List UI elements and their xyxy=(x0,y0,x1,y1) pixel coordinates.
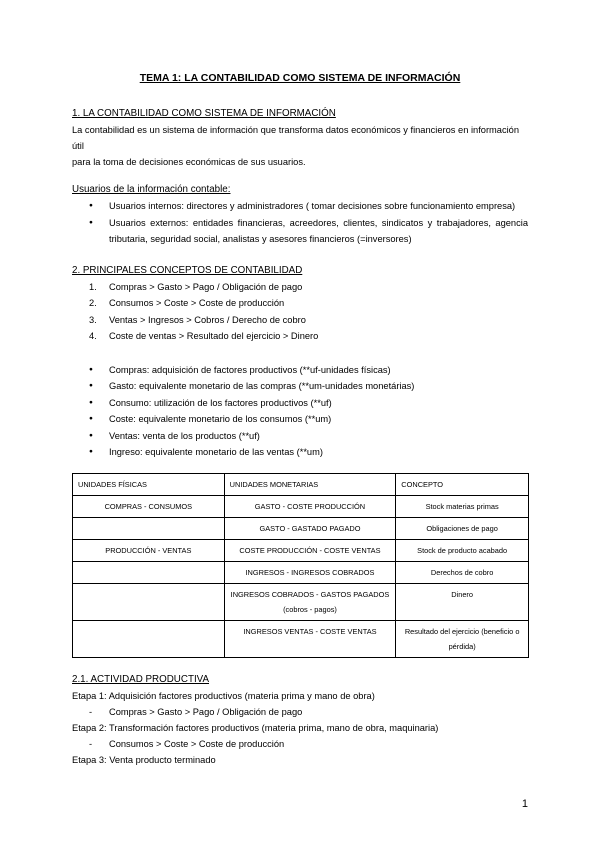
table-cell xyxy=(73,517,225,539)
stage-2: Etapa 2: Transformación factores productivos (materia prima, mano de obra, maquinaria) xyxy=(72,722,439,733)
table-cell: Derechos de cobro xyxy=(396,561,529,583)
list-item: ● Usuarios internos: directores y administradores ( tomar decisiones sobre funcionamiento empresa) xyxy=(72,198,528,215)
table-row xyxy=(73,583,529,620)
list-item: ● Gasto: equivalente monetario de las compras (**um-unidades monetárias) xyxy=(72,378,528,395)
numbered-list xyxy=(72,279,528,345)
table-cell: Stock de producto acabado xyxy=(396,539,529,561)
table-cell: Resultado del ejercicio (beneficio o pérdida) xyxy=(396,620,529,657)
table-cell: GASTO - GASTADO PAGADO xyxy=(224,517,396,539)
section-2-heading: 2. PRINCIPALES CONCEPTOS DE CONTABILIDAD xyxy=(72,264,303,276)
units-table xyxy=(72,473,529,658)
list-item: 3. Ventas > Ingresos > Cobros / Derecho de cobro xyxy=(89,314,306,325)
list-item: 4. Coste de ventas > Resultado del ejercicio > Dinero xyxy=(89,331,319,342)
table-header-row xyxy=(73,473,529,495)
table-cell: Stock materias primas xyxy=(396,495,529,517)
table-cell xyxy=(73,620,225,657)
table-header-cell: UNIDADES FÍSICAS xyxy=(73,473,225,495)
users-list xyxy=(72,198,528,248)
table-cell: INGRESOS VENTAS - COSTE VENTAS xyxy=(224,620,396,657)
stage-1: Etapa 1: Adquisición factores productivos (materia prima y mano de obra) xyxy=(72,690,375,701)
list-item: ● Usuarios externos: entidades financieras, acreedores, clientes, sindicatos y trabajadores, agencia tributaria, seguridad social, analistas y asesores financieros (=inversores) xyxy=(72,215,528,248)
table-cell: PRODUCCIÓN - VENTAS xyxy=(73,539,225,561)
table-cell xyxy=(73,583,225,620)
section-1-heading: 1. LA CONTABILIDAD COMO SISTEMA DE INFORMACIÓN xyxy=(72,108,336,119)
table-cell: Dinero xyxy=(396,583,529,620)
table-cell: GASTO - COSTE PRODUCCIÓN xyxy=(224,495,396,517)
stage-3: Etapa 3: Venta producto terminado xyxy=(72,754,216,765)
table-cell: COMPRAS - CONSUMOS xyxy=(73,495,225,517)
list-item: ● Ingreso: equivalente monetario de las ventas (**um) xyxy=(72,444,528,461)
list-item: 2. Consumos > Coste > Coste de producción xyxy=(89,298,285,309)
page-title: TEMA 1: LA CONTABILIDAD COMO SISTEMA DE INFORMACIÓN xyxy=(139,72,461,84)
concepts-list xyxy=(72,362,528,461)
list-item: - Compras > Gasto > Pago / Obligación de pago xyxy=(72,704,528,720)
section-1-paragraph xyxy=(72,122,528,170)
table-row xyxy=(73,495,529,517)
stage-1-list xyxy=(72,704,528,720)
table-cell xyxy=(73,561,225,583)
table-row xyxy=(73,561,529,583)
list-item: ● Coste: equivalente monetario de los consumos (**um) xyxy=(72,411,528,428)
paragraph-line: para la toma de decisiones económicas de sus usuarios. xyxy=(72,157,306,167)
table-cell: INGRESOS - INGRESOS COBRADOS xyxy=(224,561,396,583)
table-header-cell: CONCEPTO xyxy=(396,473,529,495)
table-header-cell: UNIDADES MONETARIAS xyxy=(224,473,396,495)
list-item: - Consumos > Coste > Coste de producción xyxy=(72,736,528,752)
table-cell: COSTE PRODUCCIÓN - COSTE VENTAS xyxy=(224,539,396,561)
table-cell: INGRESOS COBRADOS - GASTOS PAGADOS (cobros - pagos) xyxy=(224,583,396,620)
list-item: ● Consumo: utilización de los factores productivos (**uf) xyxy=(72,395,528,412)
list-item: 1. Compras > Gasto > Pago / Obligación de pago xyxy=(89,281,303,292)
page-number: 1 xyxy=(521,798,528,810)
list-item: ● Ventas: venta de los productos (**uf) xyxy=(72,428,528,445)
stage-2-list xyxy=(72,736,528,752)
table-row xyxy=(73,620,529,657)
table-cell: Obligaciones de pago xyxy=(396,517,529,539)
users-heading: Usuarios de la información contable: xyxy=(72,184,231,195)
table-row xyxy=(73,517,529,539)
list-item: ● Compras: adquisición de factores productivos (**uf-unidades físicas) xyxy=(72,362,528,379)
table-row xyxy=(73,539,529,561)
section-2-1-heading: 2.1. ACTIVIDAD PRODUCTIVA xyxy=(72,673,210,685)
paragraph-line: La contabilidad es un sistema de información que transforma datos económicos y financieros en información útil xyxy=(72,125,520,151)
